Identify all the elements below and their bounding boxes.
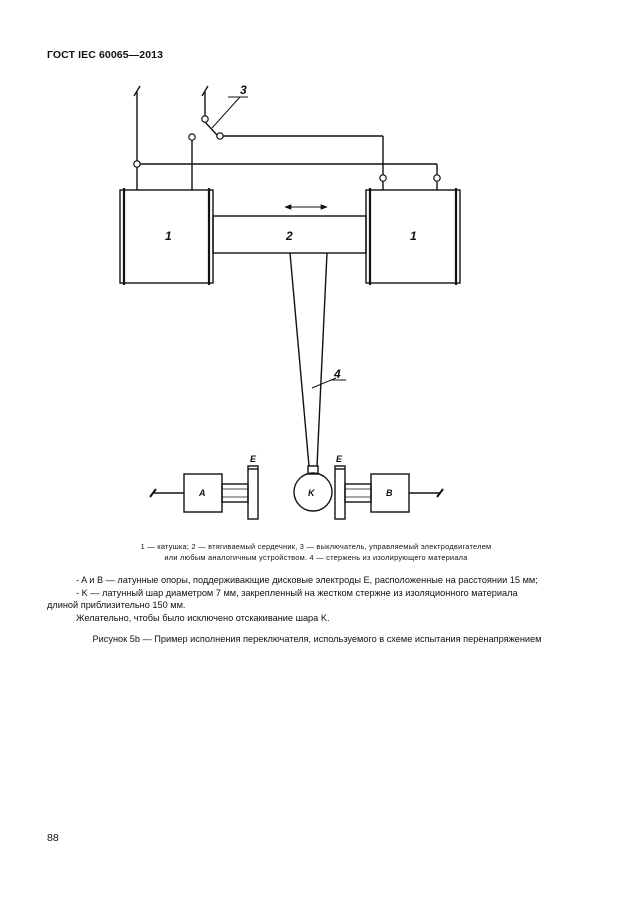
terminal bbox=[434, 175, 440, 181]
legend-line-1: 1 — катушка; 2 — втягиваемый сердечник, 3 — выключатель, управляемый электродвигателем bbox=[140, 542, 492, 551]
document-header: ГОСТ IEC 60065—2013 bbox=[47, 49, 164, 61]
electrode-right bbox=[335, 466, 345, 519]
note-bounce: Желательно, чтобы было исключено отскакивание шара K. bbox=[76, 612, 330, 623]
label-electrode-left: E bbox=[250, 454, 257, 464]
notes bbox=[47, 574, 583, 624]
label-support-a: A bbox=[199, 488, 206, 498]
insulating-rod bbox=[290, 253, 309, 466]
terminal bbox=[380, 175, 386, 181]
label-coil-right: 1 bbox=[410, 229, 417, 243]
page-number: 88 bbox=[47, 832, 59, 844]
label-electrode-right: E bbox=[336, 454, 343, 464]
note-supports: - A и B — латунные опоры, поддерживающие дисковые электроды E, расположенные на расстоянии 15 мм; bbox=[76, 575, 538, 585]
terminal bbox=[202, 116, 208, 122]
label-support-b: B bbox=[386, 488, 393, 498]
note-ball: - K — латунный шар диаметром 7 мм, закрепленный на жестком стержне из изоляционного материала bbox=[76, 587, 518, 598]
label-rod: 4 bbox=[334, 367, 341, 381]
terminal bbox=[217, 133, 223, 139]
figure-legend bbox=[60, 541, 572, 563]
label-coil-left: 1 bbox=[165, 229, 172, 243]
electrode-left bbox=[248, 466, 258, 519]
terminal bbox=[134, 161, 140, 167]
figure-title: Рисунок 5b — Пример исполнения переключателя, используемого в схеме испытания перенапряжением bbox=[92, 634, 542, 644]
label-ball: K bbox=[308, 488, 315, 498]
label-switch: 3 bbox=[240, 83, 247, 97]
legend-line-2: или любым аналогичным устройством. 4 — стержень из изолирующего материала bbox=[164, 553, 468, 562]
note-ball-cont: длиной приблизительно 150 мм. bbox=[47, 600, 186, 610]
terminal bbox=[189, 134, 195, 140]
label-core: 2 bbox=[286, 229, 293, 243]
